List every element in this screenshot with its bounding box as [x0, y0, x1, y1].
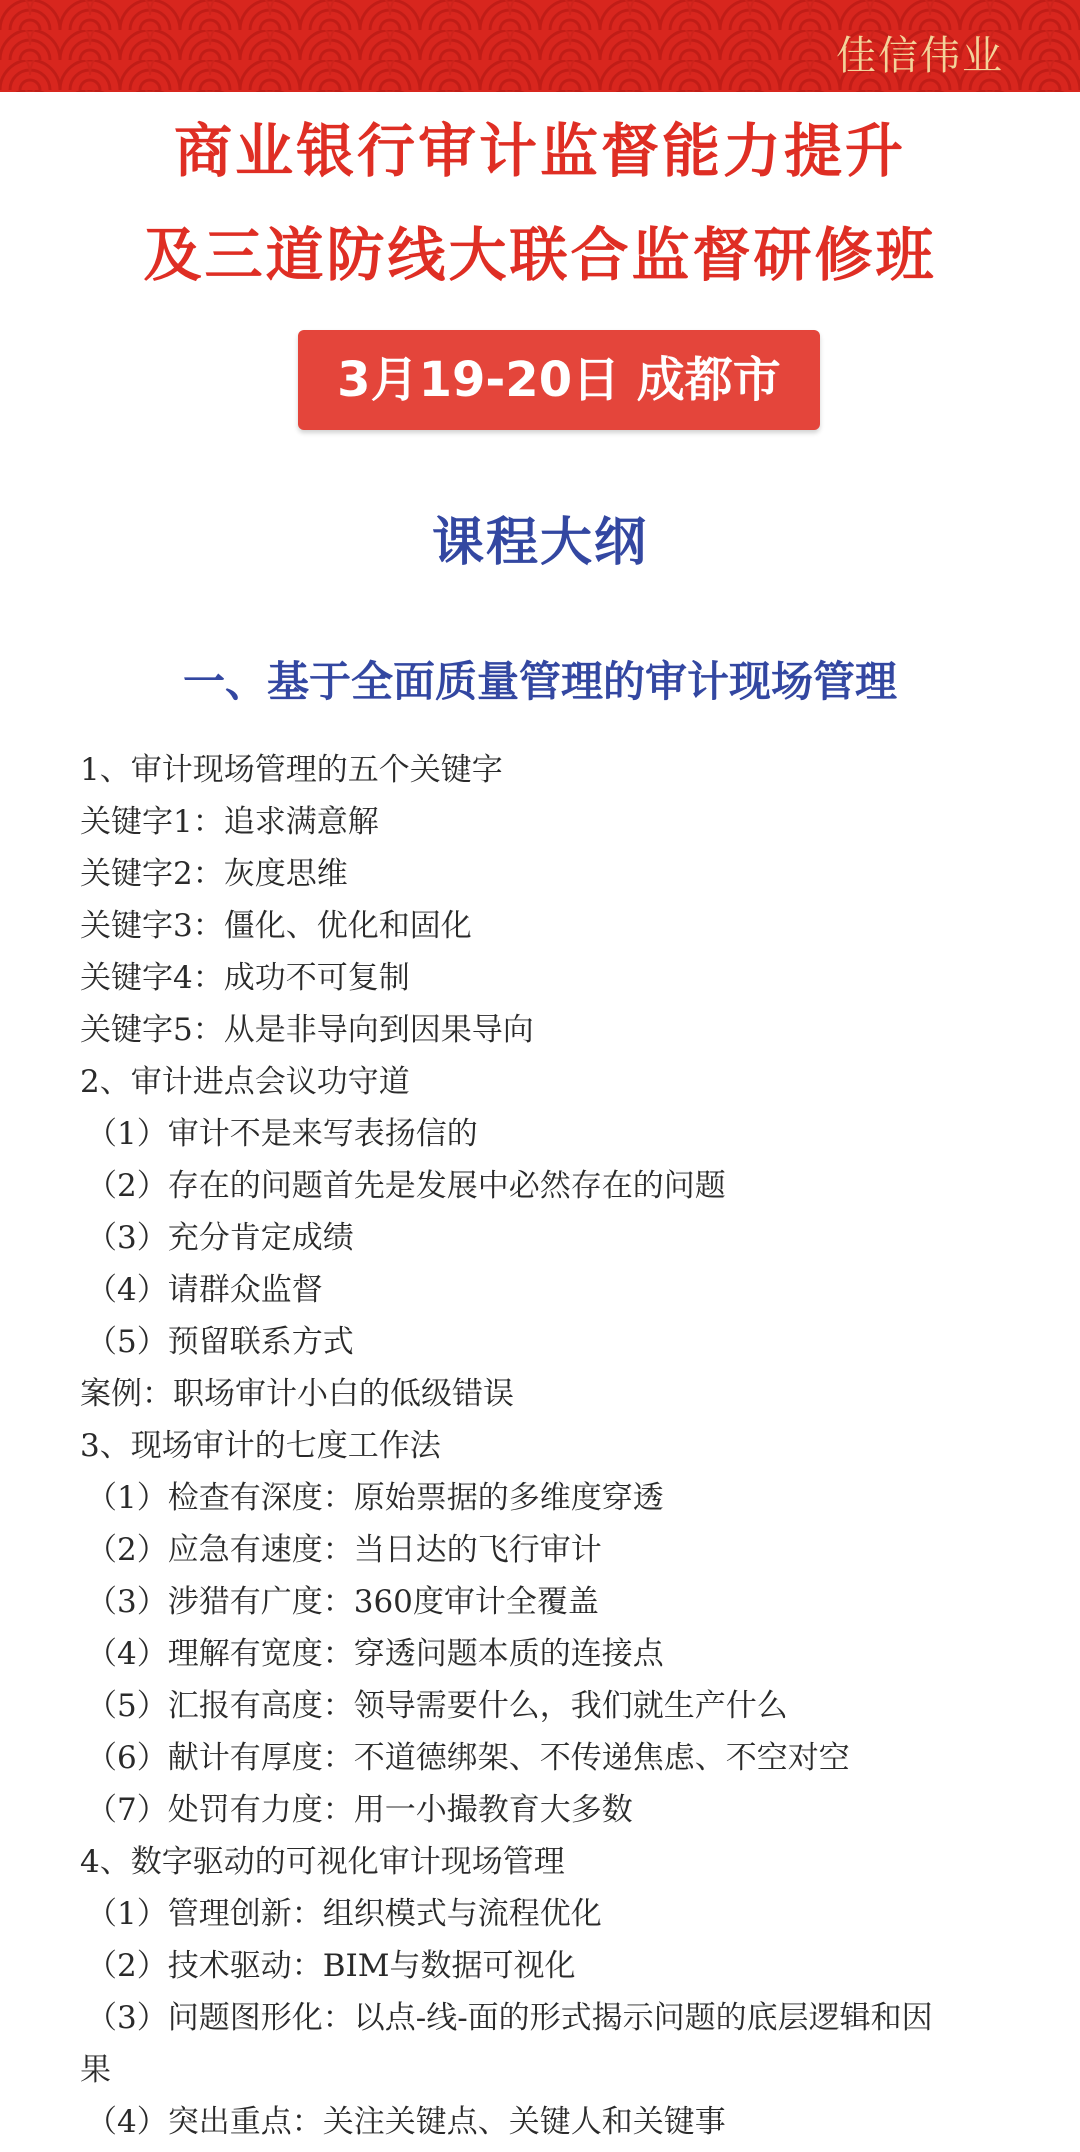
outline-line: （7）处罚有力度：用一小撮教育大多数: [86, 1792, 633, 1828]
outline-line: （2）存在的问题首先是发展中必然存在的问题: [86, 1168, 726, 1204]
outline-content: [80, 744, 1010, 2148]
page-title-line-1: 商业银行审计监督能力提升: [173, 117, 906, 185]
outline-line: 关键字1：追求满意解: [80, 804, 379, 840]
outline-line: （5）预留联系方式: [86, 1324, 354, 1360]
course-outline-heading: 课程大纲: [431, 513, 648, 573]
outline-line: 关键字4：成功不可复制: [80, 960, 410, 996]
outline-line: 果: [80, 2052, 111, 2088]
outline-line: （4）请群众监督: [86, 1272, 323, 1308]
outline-line: （2）应急有速度：当日达的飞行审计: [86, 1532, 602, 1568]
outline-line: （5）汇报有高度：领导需要什么，我们就生产什么: [86, 1688, 788, 1724]
brand-name: 佳信伟业: [836, 33, 1004, 79]
outline-line: （3）涉猎有广度：360度审计全覆盖: [86, 1584, 599, 1620]
outline-line: （4）理解有宽度：穿透问题本质的连接点: [86, 1636, 664, 1672]
outline-line: 关键字3：僵化、优化和固化: [80, 908, 472, 944]
outline-line: （1）检查有深度：原始票据的多维度穿透: [86, 1480, 664, 1516]
outline-line: 案例：职场审计小白的低级错误: [80, 1376, 514, 1412]
outline-line: （1）审计不是来写表扬信的: [86, 1116, 478, 1152]
outline-line: （4）突出重点：关注关键点、关键人和关键事: [86, 2104, 726, 2140]
section-heading: 一、基于全面质量管理的审计现场管理: [182, 657, 897, 706]
outline-line: 1、审计现场管理的五个关键字: [80, 752, 503, 788]
outline-line: 3、现场审计的七度工作法: [80, 1428, 441, 1464]
outline-line: 关键字2：灰度思维: [80, 856, 348, 892]
outline-line: （2）技术驱动：BIM与数据可视化: [86, 1948, 576, 1984]
outline-line: （1）管理创新：组织模式与流程优化: [86, 1896, 602, 1932]
header-banner: [0, 0, 1080, 92]
outline-line: 2、审计进点会议功守道: [80, 1064, 410, 1100]
page-title-line-2: 及三道防线大联合监督研修班: [143, 221, 937, 289]
outline-line: 4、数字驱动的可视化审计现场管理: [80, 1844, 565, 1880]
date-location-badge: 3月19-20日 成都市: [298, 330, 820, 430]
outline-line: （6）献计有厚度：不道德绑架、不传递焦虑、不空对空: [86, 1740, 850, 1776]
outline-line: （3）充分肯定成绩: [86, 1220, 354, 1256]
outline-line: （3）问题图形化：以点-线-面的形式揭示问题的底层逻辑和因: [86, 2000, 933, 2036]
outline-line: 关键字5：从是非导向到因果导向: [80, 1012, 534, 1048]
